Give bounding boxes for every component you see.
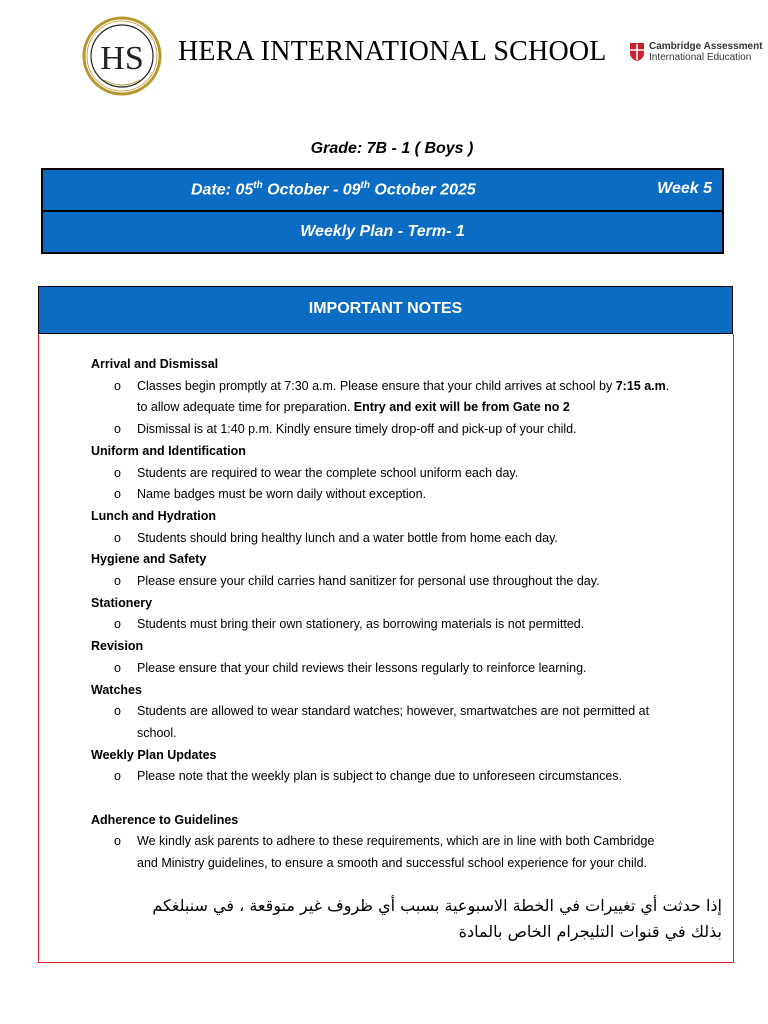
arabic-line-1: إذا حدثت أي تغييرات في الخطة الاسبوعية بسبب أي ظروف غير متوقعة ، في سنبلغكم [152, 896, 722, 915]
section-title: Watches [91, 682, 142, 697]
cambridge-line2: International Education [649, 52, 752, 63]
list-item: o Students should bring healthy lunch and a water bottle from home each day. [91, 528, 731, 550]
grade-title: Grade: 7B - 1 ( Boys ) [310, 140, 474, 157]
list-item: o Students are allowed to wear standard watches; however, smartwatches are not permitted at school. [91, 701, 731, 744]
weekly-plan-term: Weekly Plan - Term- 1 [300, 223, 465, 240]
week-number: Week 5 [657, 180, 712, 197]
bullet-icon: o [114, 769, 121, 784]
bullet-icon: o [114, 660, 121, 675]
section-title: Lunch and Hydration [91, 508, 216, 523]
bullet-icon: o [114, 465, 121, 480]
list-item: o Classes begin promptly at 7:30 a.m. Please ensure that your child arrives at school by 7:15 a.m. to allow adequate time for preparation. Entry and exit will be from Gate no 2 [91, 376, 731, 419]
section-title: Uniform and Identification [91, 443, 246, 458]
cambridge-line1: Cambridge Assessment [649, 41, 763, 52]
section-title: Weekly Plan Updates [91, 747, 217, 762]
section-title: Arrival and Dismissal [91, 357, 219, 371]
bullet-icon: o [114, 617, 121, 632]
bullet-icon: o [114, 422, 121, 437]
section-title: Stationery [91, 595, 153, 610]
list-item: o Please ensure that your child reviews their lessons regularly to reinforce learning. [91, 658, 731, 680]
info-table [41, 168, 724, 254]
arabic-line-2: بذلك في قنوات التليجرام الخاص بالمادة [458, 922, 722, 941]
date-range: Date: 05th October - 09th October 2025 [191, 180, 476, 199]
bullet-icon: o [114, 574, 121, 589]
important-notes-header: IMPORTANT NOTES [38, 286, 733, 334]
section-title: Adherence to Guidelines [91, 812, 239, 827]
section-title: Hygiene and Safety [91, 552, 207, 567]
cambridge-shield-icon [629, 42, 645, 62]
list-item: o Please ensure your child carries hand sanitizer for personal use throughout the day. [91, 571, 731, 593]
list-item: o Dismissal is at 1:40 p.m. Kindly ensure timely drop-off and pick-up of your child. [91, 419, 731, 441]
notes-content [91, 354, 731, 875]
section-title: Revision [91, 639, 144, 654]
cambridge-logo [629, 41, 763, 67]
bullet-icon: o [114, 704, 121, 719]
list-item: o Name badges must be worn daily without exception. [91, 484, 731, 506]
list-item: o Students must bring their own stationery, as borrowing materials is not permitted. [91, 614, 731, 636]
school-logo-icon [82, 16, 162, 96]
list-item: o We kindly ask parents to adhere to these requirements, which are in line with both Cambridge and Ministry guidelines, to ensure a smooth and successful school experience for your child. [91, 831, 731, 874]
bullet-icon: o [114, 834, 121, 849]
bullet-icon: o [114, 530, 121, 545]
letterhead [0, 0, 768, 110]
arabic-note [60, 893, 722, 945]
school-name: HERA INTERNATIONAL SCHOOL [178, 36, 607, 67]
bullet-icon: o [114, 487, 121, 502]
date-row [43, 170, 722, 212]
list-item: o Please note that the weekly plan is subject to change due to unforeseen circumstances. [91, 766, 731, 788]
logo-letters: HS [100, 40, 144, 77]
bullet-icon: o [114, 378, 121, 393]
list-item: o Students are required to wear the complete school uniform each day. [91, 463, 731, 485]
